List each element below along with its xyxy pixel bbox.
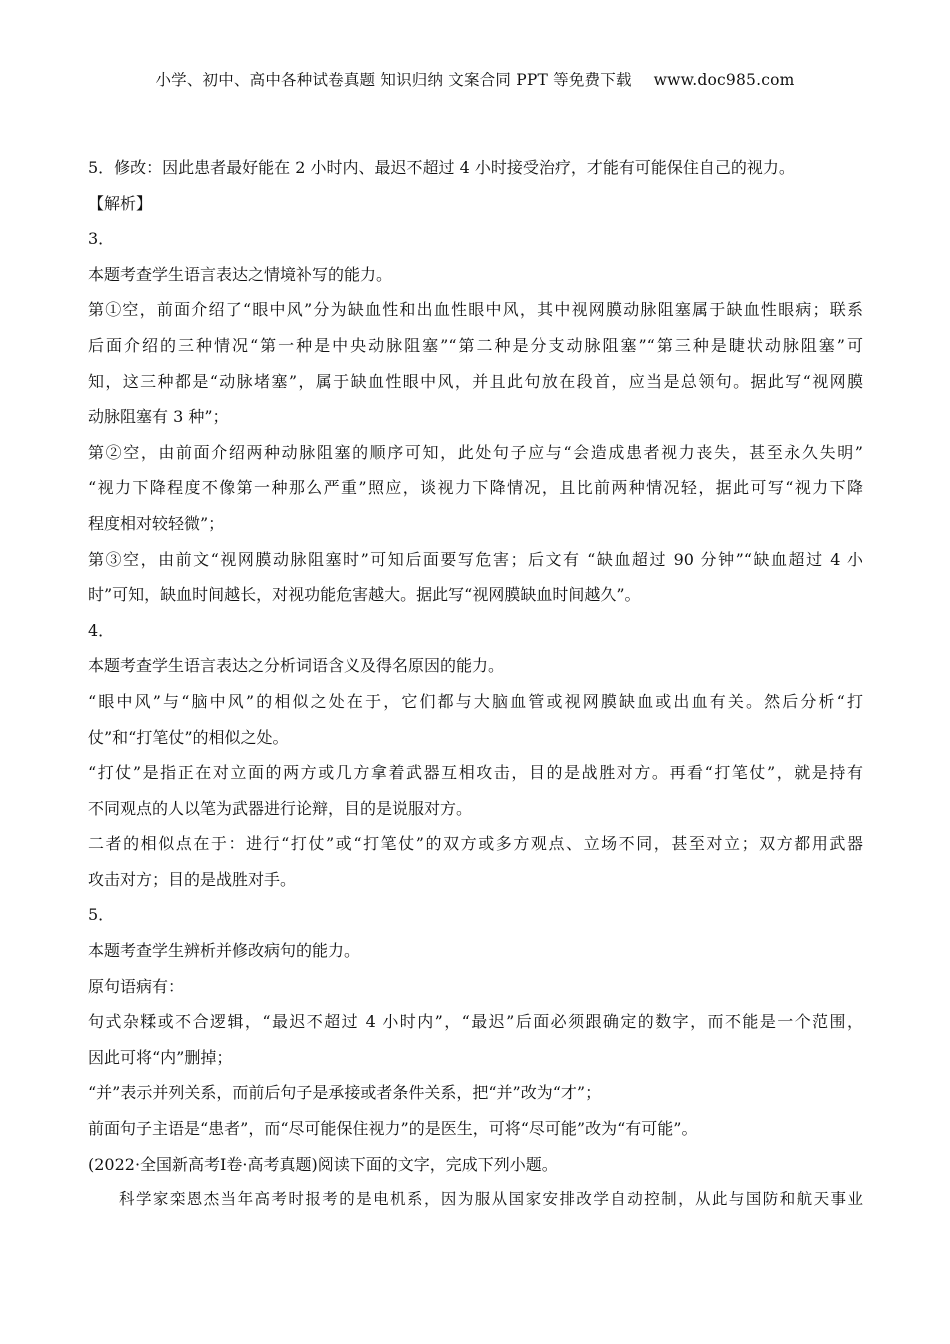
section-heading-analysis: 【解析】 [88, 193, 153, 213]
paragraph-line: “眼中风”与“脑中风”的相似之处在于，它们都与大脑血管或视网膜缺血或出血有关。然后分析“打 [88, 691, 863, 711]
page-header [0, 68, 950, 90]
paragraph-line: 第①空，前面介绍了“眼中风”分为缺血性和出血性眼中风，其中视网膜动脉阻塞属于缺血性眼病；联系 [88, 300, 863, 320]
header-url[interactable]: www.doc985.com [653, 71, 795, 89]
paragraph-line: 程度相对较轻微”； [88, 513, 225, 533]
paragraph-line: 原句语病有： [88, 976, 185, 996]
paragraph-line: 仗”和“打笔仗”的相似之处。 [88, 727, 289, 747]
document-body [88, 150, 863, 1218]
paragraph-line: “打仗”是指正在对立面的两方或几方拿着武器互相攻击，目的是战胜对方。再看“打笔仗”，就是持有 [88, 763, 863, 783]
paragraph-line: 因此可将“内”删掉； [88, 1047, 233, 1067]
paragraph-line: 知，这三种都是“动脉堵塞”，属于缺血性眼中风，并且此句放在段首，应当是总领句。据此写“视网膜 [88, 371, 863, 391]
reading-passage-line: 科学家栾恩杰当年高考时报考的是电机系，因为服从国家安排改学自动控制，从此与国防和航天事业 [119, 1190, 863, 1209]
paragraph-line: “并”表示并列关系，而前后句子是承接或者条件关系，把“并”改为“才”； [88, 1083, 602, 1103]
paragraph-line: 句式杂糅或不合逻辑，“最迟不超过 4 小时内”，“最迟”后面必须跟确定的数字，而不能是一个范围， [88, 1012, 863, 1032]
question-number: 4． [88, 620, 115, 640]
paragraph-line: 后面介绍的三种情况“第一种是中央动脉阻塞”“第二种是分支动脉阻塞”“第三种是睫状动脉阻塞”可 [88, 335, 863, 355]
source-note: (2022·全国新高考Ⅰ卷·高考真题)阅读下面的文字，完成下列小题。 [88, 1154, 558, 1174]
paragraph-line: 第③空，由前文“视网膜动脉阻塞时”可知后面要写危害；后文有 “缺血超过 90 分钟”“缺血超过 4 小 [88, 549, 863, 569]
paragraph-line: 本题考查学生语言表达之情境补写的能力。 [88, 264, 393, 284]
paragraph-line: 二者的相似点在于：进行“打仗”或“打笔仗”的双方或多方观点、立场不同，甚至对立；双方都用武器 [88, 834, 863, 854]
paragraph-line: 时”可知，缺血时间越长，对视功能危害越大。据此写“视网膜缺血时间越久”。 [88, 585, 641, 605]
paragraph-line: “视力下降程度不像第一种那么严重”照应，谈视力下降情况，且比前两种情况轻，据此可写“视力下降 [88, 478, 863, 498]
question-number: 3． [88, 229, 115, 249]
paragraph-line: 第②空，由前面介绍两种动脉阻塞的顺序可知，此处句子应与“会造成患者视力丧失，甚至永久失明” [88, 442, 863, 462]
paragraph-line: 本题考查学生辨析并修改病句的能力。 [88, 941, 361, 961]
paragraph-line: 前面句子主语是“患者”，而“尽可能保住视力”的是医生，可将“尽可能”改为“有可能”。 [88, 1119, 698, 1139]
question-number: 5． [88, 905, 115, 925]
paragraph-line: 动脉阻塞有 3 种”； [88, 407, 229, 427]
paragraph-line: 不同观点的人以笔为武器进行论辩，目的是说服对方。 [88, 798, 473, 818]
paragraph-line: 攻击对方；目的是战胜对手。 [88, 869, 297, 889]
header-text: 小学、初中、高中各种试卷真题 知识归纳 文案合同 PPT 等免费下载 [155, 71, 632, 89]
paragraph-line: 本题考查学生语言表达之分析词语含义及得名原因的能力。 [88, 656, 505, 676]
answer-line: 5．修改：因此患者最好能在 2 小时内、最迟不超过 4 小时接受治疗，才能有可能保住自己的视力。 [88, 158, 795, 177]
